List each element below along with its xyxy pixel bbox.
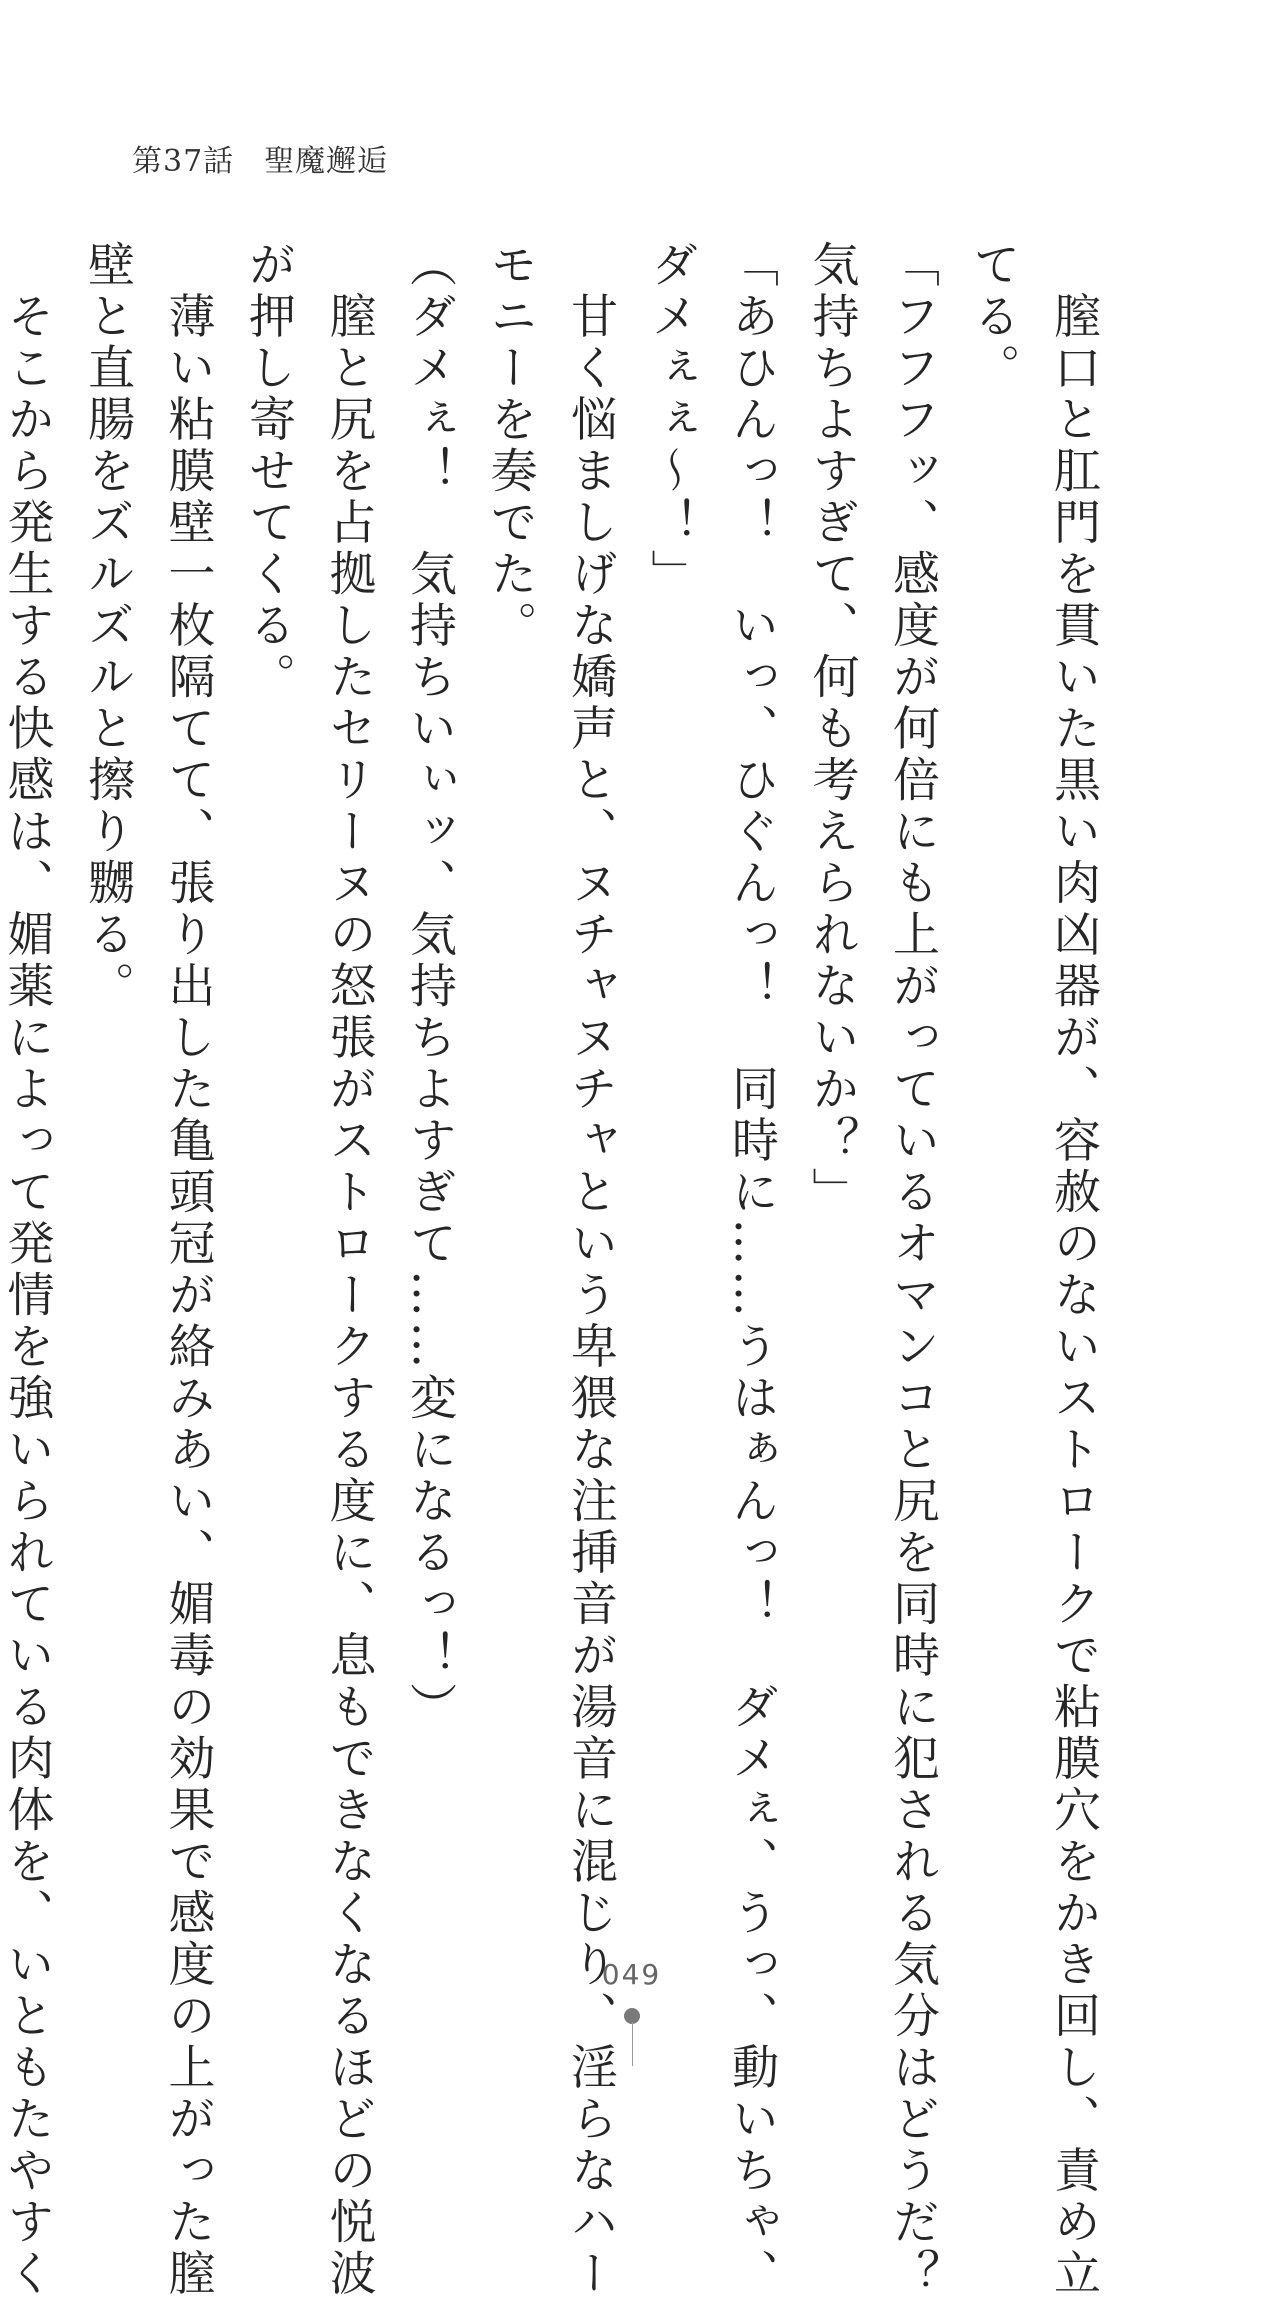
chapter-number: 第37話 [132, 144, 235, 179]
text-line: ダメぇぇ〜！」 [643, 240, 699, 601]
text-line: てる。 [965, 240, 1021, 395]
text-line: 「あひんっ！ いっ、ひぐんっ！ 同時に……うはぁんっ！ ダメぇ、うっ、動いちゃ、 [724, 240, 779, 2300]
text-line: 「フフフッ、感度が何倍にも上がっているオマンコと尻を同時に犯される気分はどうだ？ [885, 240, 940, 2300]
text-line: （ダメぇ！ 気持ちいぃッ、気持ちよすぎて……変になるっ！） [402, 240, 457, 1734]
text-line: そこから発生する快感は、媚薬によって発情を強いられている肉体を、いともたやすく [0, 240, 55, 2300]
text-line: が押し寄せてくる。 [241, 240, 296, 704]
text-line: 膣と尻を占拠したセリーヌの怒張がストロークする度に、息もできなくなるほどの悦波 [321, 240, 377, 2300]
folio-rule-line [632, 2022, 633, 2066]
page-number: 049 [601, 1958, 662, 1991]
text-line: 膣口と肛門を貫いた黒い肉凶器が、容赦のないストロークで粘膜穴をかき回し、責め立 [1046, 240, 1101, 2300]
text-line: 壁と直腸をズルズルと擦り嬲る。 [80, 240, 135, 1013]
text-line: 薄い粘膜壁一枚隔てて、張り出した亀頭冠が絡みあい、媚毒の効果で感度の上がった膣 [160, 240, 216, 2300]
text-line: 気持ちよすぎて、何も考えられないか？」 [804, 240, 860, 1219]
running-head [132, 136, 388, 180]
text-line: 甘く悩ましげな嬌声と、ヌチャヌチャという卑猥な注挿音が湯音に混じり、淫らなハー [563, 240, 618, 2300]
text-line: モニーを奏でた。 [482, 240, 538, 652]
chapter-title: 聖魔邂逅 [264, 144, 389, 179]
